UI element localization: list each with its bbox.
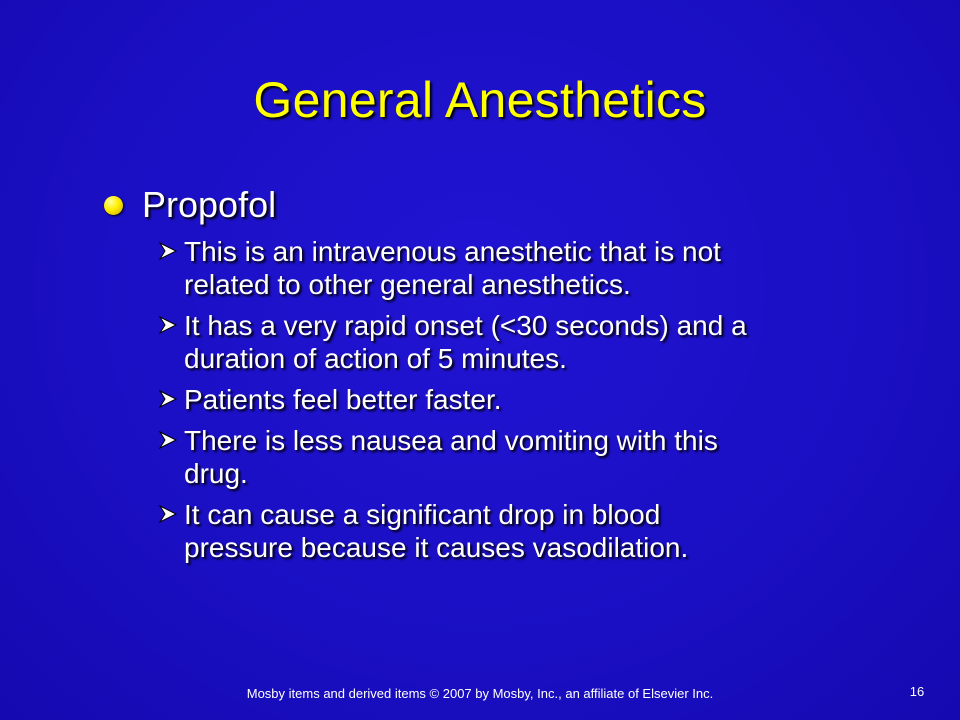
arrowhead-bullet-icon: [158, 389, 178, 409]
yellow-circle-bullet-icon: [104, 196, 123, 215]
slide-content: [104, 183, 864, 572]
sub-bullet-line: This is an intravenous anesthetic that is not: [184, 236, 721, 267]
copyright-footer: Mosby items and derived items © 2007 by Mosby, Inc., an affiliate of Elsevier Inc.: [246, 686, 714, 701]
sub-bullet-item: [104, 383, 844, 416]
sub-bullet-line: There is less nausea and vomiting with this: [184, 425, 718, 456]
slide-title: General Anesthetics: [253, 72, 707, 128]
sub-bullet-item: [104, 235, 844, 301]
sub-bullet-line: It has a very rapid onset (<30 seconds) and a: [184, 310, 747, 341]
sub-bullet-item: [104, 424, 844, 490]
arrowhead-bullet-icon: [158, 430, 178, 450]
sub-bullet-item: [104, 498, 844, 564]
main-bullet-item: [104, 183, 864, 227]
arrowhead-bullet-icon: [158, 241, 178, 261]
sub-bullet-line: pressure because it causes vasodilation.: [184, 532, 689, 563]
sub-bullet-item: [104, 309, 844, 375]
sub-bullet-line: Patients feel better faster.: [184, 384, 502, 415]
sub-bullet-line: duration of action of 5 minutes.: [184, 343, 567, 374]
arrowhead-bullet-icon: [158, 315, 178, 335]
arrowhead-bullet-icon: [158, 504, 178, 524]
main-bullet-text: Propofol: [142, 184, 277, 225]
sub-bullet-line: drug.: [184, 458, 248, 489]
sub-bullet-line: It can cause a significant drop in blood: [184, 499, 661, 530]
slide-number: 16: [909, 684, 925, 699]
sub-bullet-line: related to other general anesthetics.: [184, 269, 631, 300]
sub-bullet-list: [104, 235, 864, 564]
